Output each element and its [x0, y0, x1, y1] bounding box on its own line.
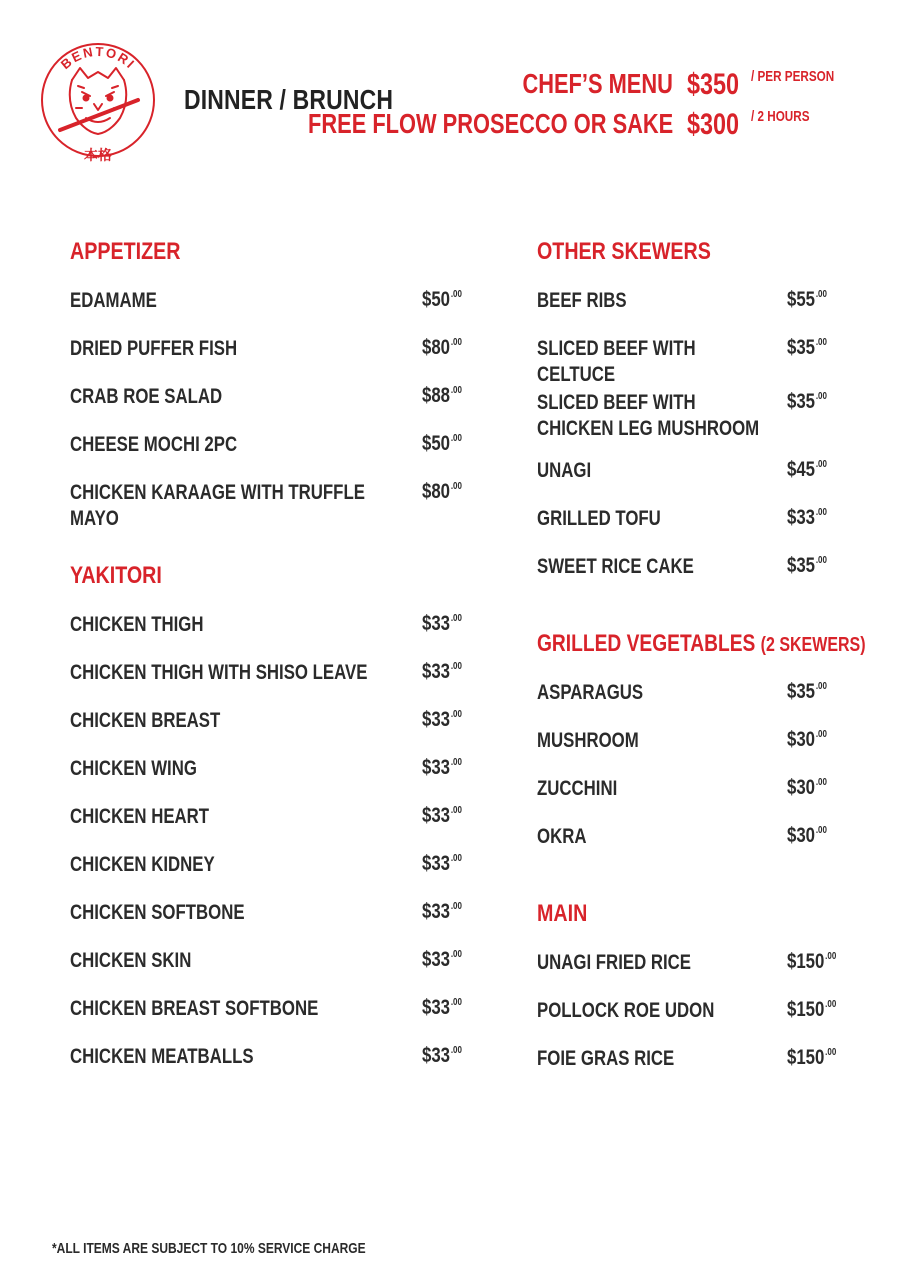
menu-item — [537, 286, 837, 334]
item-name: GRILLED TOFU — [537, 507, 661, 530]
section-main — [537, 900, 837, 1092]
menu-subtitle-text: DINNER / BRUNCH — [184, 84, 394, 115]
section-other-skewers — [537, 238, 837, 600]
item-name: ASPARAGUS — [537, 681, 644, 704]
item-price: $\$33^{.00}$ — [422, 612, 462, 635]
section-yakitori — [70, 562, 470, 1090]
item-price: $\$80^{.00}$ — [422, 480, 462, 503]
menu-item — [537, 996, 837, 1044]
menu-item — [70, 430, 470, 478]
menu-item — [537, 456, 837, 504]
item-price: $\$33^{.00}$ — [422, 708, 462, 731]
item-price: $\$30^{.00}$ — [787, 728, 827, 751]
item-price: $\$33^{.00}$ — [422, 852, 462, 875]
menu-item — [70, 994, 470, 1042]
menu-item — [537, 948, 837, 996]
item-name: CHEESE MOCHI 2PC — [70, 433, 238, 456]
item-price: $\$33^{.00}$ — [422, 1044, 462, 1067]
bentori-logo — [38, 38, 158, 168]
section-title: YAKITORI — [70, 562, 162, 589]
menu-item — [70, 754, 470, 802]
promo-price: $300 — [687, 108, 740, 141]
item-name: OKRA — [537, 825, 587, 848]
item-price: $\$33^{.00}$ — [422, 996, 462, 1019]
promo-label: CHEF’S MENU — [522, 68, 673, 99]
section-title: GRILLED VEGETABLES (2 SKEWERS) — [537, 630, 866, 657]
menu-item — [537, 504, 837, 552]
promo-block — [307, 68, 873, 148]
menu-item — [70, 610, 470, 658]
item-price: $\$35^{.00}$ — [787, 336, 827, 359]
menu-item — [70, 898, 470, 946]
item-price: $\$150^{.00}$ — [787, 1046, 837, 1069]
item-name: ZUCCHINI — [537, 777, 618, 800]
menu-item — [70, 802, 470, 850]
item-price: $\$50^{.00}$ — [422, 288, 462, 311]
item-name: CHICKEN SOFTBONE — [70, 901, 245, 924]
item-price: $\$35^{.00}$ — [787, 554, 827, 577]
menu-item — [70, 850, 470, 898]
menu-item — [537, 334, 837, 388]
item-name: CHICKEN BREAST SOFTBONE — [70, 997, 319, 1020]
menu-item — [70, 334, 470, 382]
logo-brand-text: BENTORI — [57, 43, 139, 73]
item-name: FOIE GRAS RICE — [537, 1047, 675, 1070]
item-name: POLLOCK ROE UDON — [537, 999, 715, 1022]
logo-chinese-text: 本格 — [84, 148, 112, 164]
section-title: MAIN — [537, 900, 588, 927]
menu-item — [70, 658, 470, 706]
item-name: CHICKEN MEATBALLS — [70, 1045, 254, 1068]
menu-item — [537, 822, 837, 870]
item-price: $\$45^{.00}$ — [787, 458, 827, 481]
item-price: $\$33^{.00}$ — [422, 948, 462, 971]
section-title: OTHER SKEWERS — [537, 238, 711, 265]
item-name: SLICED BEEF WITH CHICKEN LEG MUSHROOM — [537, 391, 760, 440]
menu-item — [537, 388, 837, 456]
item-price: $\$33^{.00}$ — [787, 506, 827, 529]
item-name: CHICKEN WING — [70, 757, 197, 780]
menu-item — [537, 552, 837, 600]
item-price: $\$35^{.00}$ — [787, 680, 827, 703]
tiger-head-logo-icon — [38, 38, 158, 168]
item-name: CHICKEN THIGH — [70, 613, 204, 636]
promo-label: FREE FLOW PROSECCO OR SAKE — [307, 108, 673, 139]
promo-note: / 2 HOURS — [751, 108, 810, 125]
promo-row — [307, 108, 873, 148]
item-price: $\$88^{.00}$ — [422, 384, 462, 407]
item-name: UNAGI FRIED RICE — [537, 951, 692, 974]
menu-item — [70, 478, 470, 532]
section-title: APPETIZER — [70, 238, 181, 265]
item-price: $\$150^{.00}$ — [787, 998, 837, 1021]
item-price: $\$33^{.00}$ — [422, 900, 462, 923]
section-appetizer — [70, 238, 470, 532]
menu-item — [70, 286, 470, 334]
item-name: CHICKEN THIGH WITH SHISO LEAVE — [70, 661, 368, 684]
item-price: $\$80^{.00}$ — [422, 336, 462, 359]
item-name: BEEF RIBS — [537, 289, 627, 312]
item-name: CHICKEN SKIN — [70, 949, 192, 972]
item-price: $\$33^{.00}$ — [422, 804, 462, 827]
footnote-text: *ALL ITEMS ARE SUBJECT TO 10% SERVICE CHARGE — [52, 1240, 366, 1257]
item-price: $\$55^{.00}$ — [787, 288, 827, 311]
item-price: $\$150^{.00}$ — [787, 950, 837, 973]
menu-item — [537, 726, 837, 774]
promo-note: / PER PERSON — [751, 68, 835, 85]
item-name: CHICKEN KIDNEY — [70, 853, 215, 876]
item-price: $\$30^{.00}$ — [787, 776, 827, 799]
menu-column-right — [537, 238, 866, 1122]
menu-item — [70, 1042, 470, 1090]
svg-text:BENTORI — [58, 44, 139, 72]
item-price: $\$33^{.00}$ — [422, 756, 462, 779]
item-name: SWEET RICE CAKE — [537, 555, 694, 578]
item-name: UNAGI — [537, 459, 592, 482]
menu-item — [70, 382, 470, 430]
menu-item — [70, 706, 470, 754]
menu-item — [537, 1044, 837, 1092]
item-name: MUSHROOM — [537, 729, 639, 752]
service-charge-footnote — [52, 1240, 444, 1257]
promo-price: $350 — [687, 68, 740, 101]
item-price: $\$30^{.00}$ — [787, 824, 827, 847]
menu-item — [537, 774, 837, 822]
item-name: SLICED BEEF WITH CELTUCE — [537, 337, 696, 386]
item-name: EDAMAME — [70, 289, 157, 312]
item-name: CHICKEN HEART — [70, 805, 210, 828]
section-title-suffix: (2 SKEWERS) — [760, 634, 866, 656]
item-name: CRAB ROE SALAD — [70, 385, 223, 408]
item-price: $\$50^{.00}$ — [422, 432, 462, 455]
menu-column-left — [70, 238, 470, 1120]
section-grilled-vegetables — [537, 630, 866, 870]
promo-row — [353, 68, 873, 108]
item-name: CHICKEN BREAST — [70, 709, 221, 732]
item-name: CHICKEN KARAAGE WITH TRUFFLE MAYO — [70, 481, 365, 530]
menu-item — [537, 678, 837, 726]
item-name: DRIED PUFFER FISH — [70, 337, 238, 360]
menu-item — [70, 946, 470, 994]
item-price: $\$35^{.00}$ — [787, 390, 827, 413]
item-price: $\$33^{.00}$ — [422, 660, 462, 683]
